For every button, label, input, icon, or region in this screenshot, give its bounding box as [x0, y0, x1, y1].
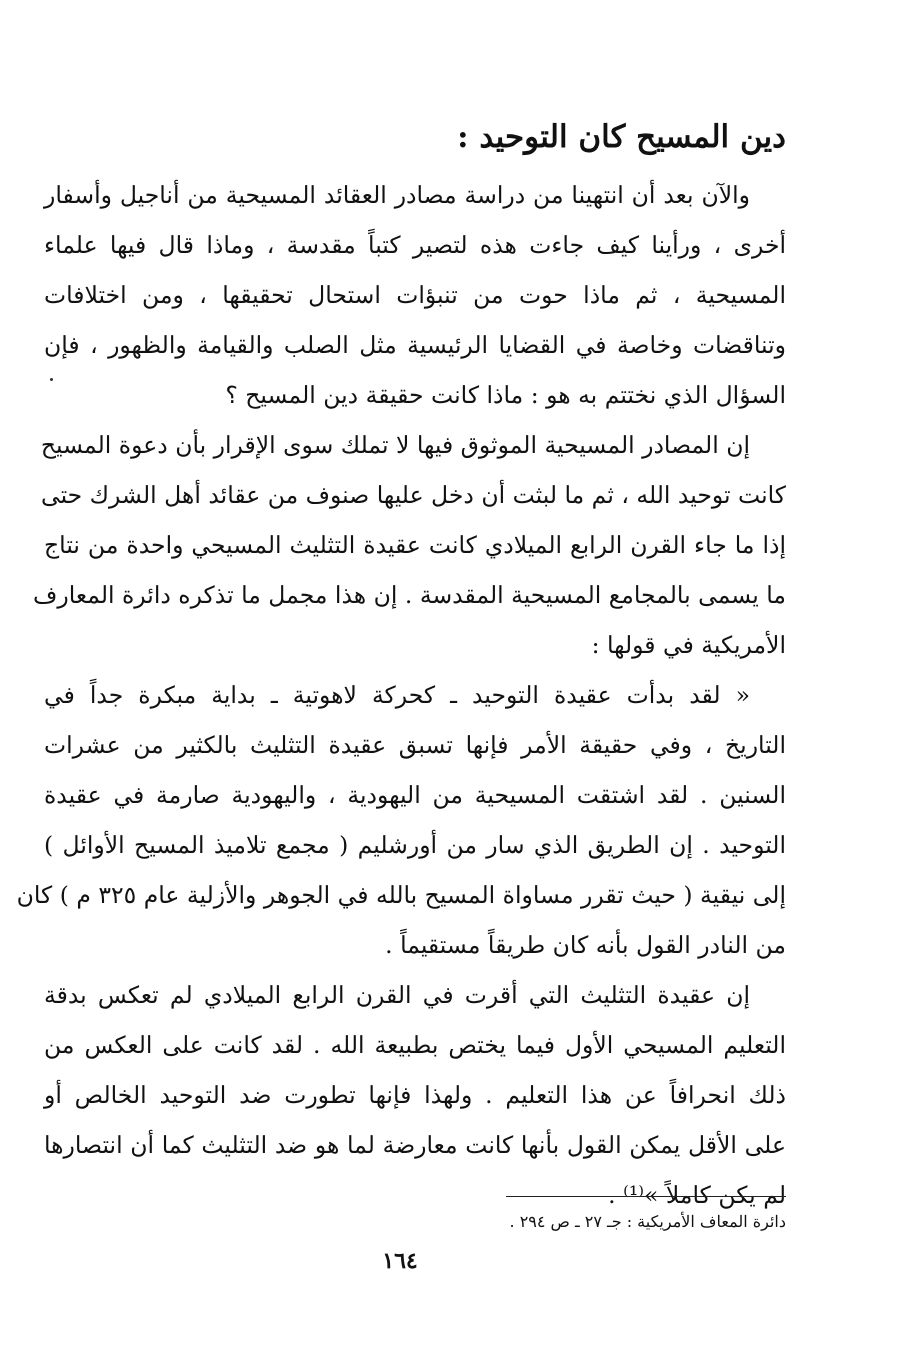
section-title: دين المسيح كان التوحيد : [457, 119, 786, 155]
text-line-13: السنين . لقد اشتقت المسيحية من اليهودية ، واليهودية صارمة في عقيدة [44, 781, 786, 809]
text-line-16: من النادر القول بأنه كان طريقاً مستقيماً . [385, 931, 786, 959]
text-line-4: وتناقضات وخاصة في القضايا الرئيسية مثل الصلب والقيامة والظهور ، فإن [44, 331, 786, 359]
text-line-18: التعليم المسيحي الأول فيما يختص بطبيعة الله . لقد كانت على العكس من [44, 1031, 786, 1059]
text-line-9: ما يسمى بالمجامع المسيحية المقدسة . إن هذا مجمل ما تذكره دائرة المعارف [33, 581, 786, 609]
text-line-3: المسيحية ، ثم ماذا حوت من تنبؤات استحال تحقيقها ، ومن اختلافات [44, 281, 786, 309]
text-line-20: على الأقل يمكن القول بأنها كانت معارضة لما هو ضد التثليث كما أن انتصارها [44, 1131, 786, 1159]
footnote: دائرة المعاف الأمريكية : جـ ٢٧ ـ ص ٢٩٤ . [509, 1212, 786, 1231]
text-line-11: « لقد بدأت عقيدة التوحيد ـ كحركة لاهوتية ـ بداية مبكرة جداً في [44, 681, 750, 709]
page-number: ١٦٤ [382, 1248, 418, 1274]
text-line-10: الأمريكية في قولها : [591, 631, 786, 659]
text-line-2: أخرى ، ورأينا كيف جاءت هذه لتصير كتباً مقدسة ، وماذا قال فيها علماء [44, 231, 786, 259]
text-line-12: التاريخ ، وفي حقيقة الأمر فإنها تسبق عقيدة التثليث بالكثير من عشرات [44, 731, 786, 759]
scan-speck [50, 378, 53, 381]
text-line-1: والآن بعد أن انتهينا من دراسة مصادر العقائد المسيحية من أناجيل وأسفار [44, 181, 750, 209]
text-line-19: ذلك انحرافاً عن هذا التعليم . ولهذا فإنها تطورت ضد التوحيد الخالص أو [44, 1081, 786, 1109]
text-line-5: السؤال الذي نختتم به هو : ماذا كانت حقيقة دين المسيح ؟ [225, 381, 786, 409]
text-line-8: إذا ما جاء القرن الرابع الميلادي كانت عقيدة التثليث المسيحي واحدة من نتاج [44, 531, 786, 559]
text-line-6: إن المصادر المسيحية الموثوق فيها لا تملك سوى الإقرار بأن دعوة المسيح [40, 431, 750, 459]
text-line-7: كانت توحيد الله ، ثم ما لبثت أن دخل عليها صنوف من عقائد أهل الشرك حتى [41, 481, 786, 509]
footnote-divider [506, 1196, 786, 1197]
text-line-14: التوحيد . إن الطريق الذي سار من أورشليم ( مجمع تلاميذ المسيح الأوائل ) [44, 831, 786, 859]
text-line-15: إلى نيقية ( حيث تقرر مساواة المسيح بالله في الجوهر والأزلية عام ٣٢٥ م ) كان [16, 881, 786, 909]
text-line-21: لم يكن كاملاً »⁽¹⁾ . [608, 1181, 786, 1209]
text-line-17: إن عقيدة التثليث التي أقرت في القرن الرابع الميلادي لم تعكس بدقة [44, 981, 750, 1009]
body-text [16, 170, 786, 1220]
